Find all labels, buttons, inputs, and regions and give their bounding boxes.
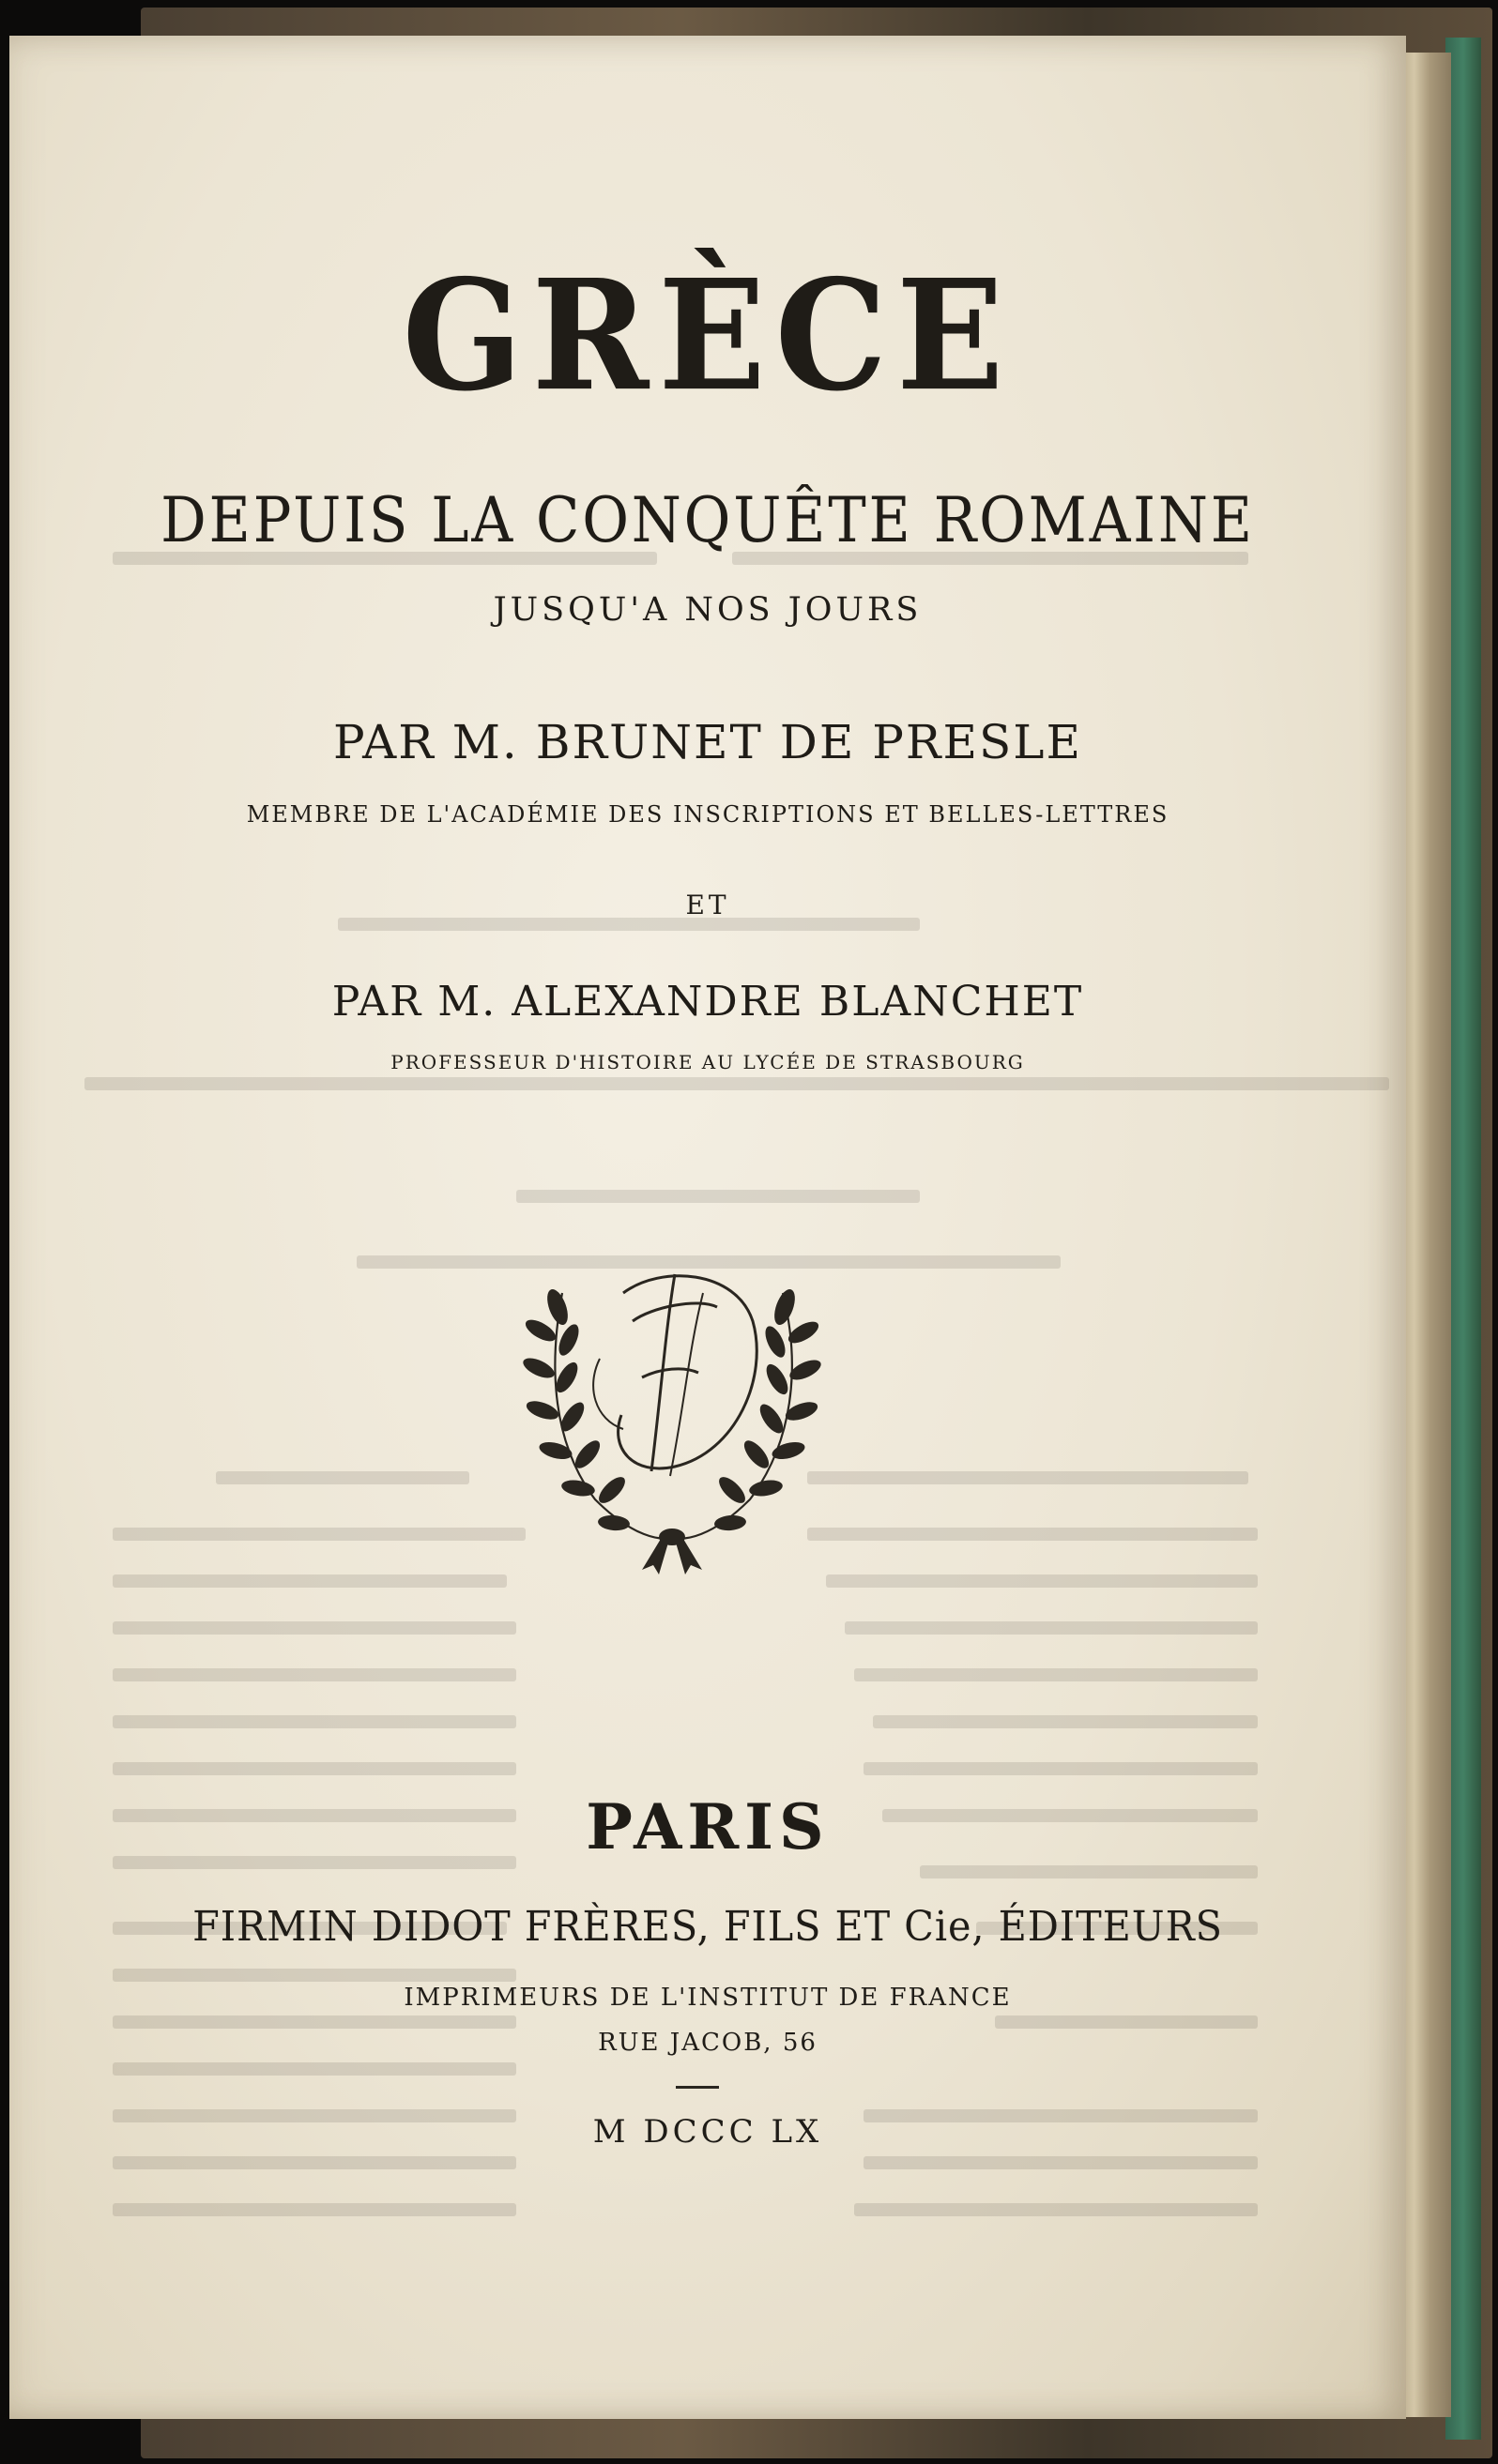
divider (676, 2086, 719, 2089)
bleed-line (113, 1715, 516, 1728)
bleed-line (807, 1471, 1248, 1484)
author-2: PAR M. ALEXANDRE BLANCHET (331, 978, 1084, 1026)
author-1-role: MEMBRE DE L'ACADÉMIE DES INSCRIPTIONS ET BELLES-LETTRES (246, 801, 1169, 828)
publication-date: M DCCC LX (592, 2113, 823, 2151)
bleed-line (113, 1969, 516, 1982)
bleed-line (113, 2156, 516, 2169)
bleed-line (845, 1621, 1258, 1635)
bleed-line (873, 1715, 1258, 1728)
bleed-line (84, 1077, 1389, 1090)
bleed-line (864, 1762, 1258, 1775)
bleed-line (113, 1574, 507, 1588)
bleed-line (826, 1574, 1258, 1588)
bleed-line (113, 1668, 516, 1681)
bleed-line (113, 1528, 526, 1541)
bleed-line (113, 2015, 516, 2029)
title-page (9, 36, 1406, 2419)
bleed-line (920, 1865, 1258, 1878)
book-title: GRÈCE (402, 246, 1014, 426)
bleed-line (516, 1190, 920, 1203)
author-1: PAR M. BRUNET DE PRESLE (333, 715, 1082, 769)
author-2-role: PROFESSEUR D'HISTOIRE AU LYCÉE DE STRASBOURG (390, 1051, 1025, 1073)
publication-city: PARIS (586, 1790, 830, 1863)
bleed-line (864, 2156, 1258, 2169)
bleed-line (216, 1471, 469, 1484)
bleed-line (995, 2015, 1258, 2029)
publisher: FIRMIN DIDOT FRÈRES, FILS ET Cie, ÉDITEURS (192, 1903, 1223, 1951)
bleed-line (113, 2062, 516, 2076)
bleed-line (807, 1528, 1258, 1541)
author-conjunction: ET (685, 890, 730, 920)
page-edges (1399, 53, 1451, 2417)
publisher-address: RUE JACOB, 56 (598, 2029, 818, 2057)
bleed-line (854, 2203, 1258, 2216)
book-subtitle: DEPUIS LA CONQUÊTE ROMAINE (160, 484, 1255, 556)
monogram-laurel-wreath-icon (511, 1255, 835, 1586)
bleed-line (113, 1621, 516, 1635)
book-subtitle-line2: JUSQU'A NOS JOURS (493, 591, 923, 629)
bleed-line (113, 2203, 516, 2216)
bleed-line (113, 1762, 516, 1775)
bleed-line (854, 1668, 1258, 1681)
printer-line: IMPRIMEURS DE L'INSTITUT DE FRANCE (404, 1984, 1012, 2012)
